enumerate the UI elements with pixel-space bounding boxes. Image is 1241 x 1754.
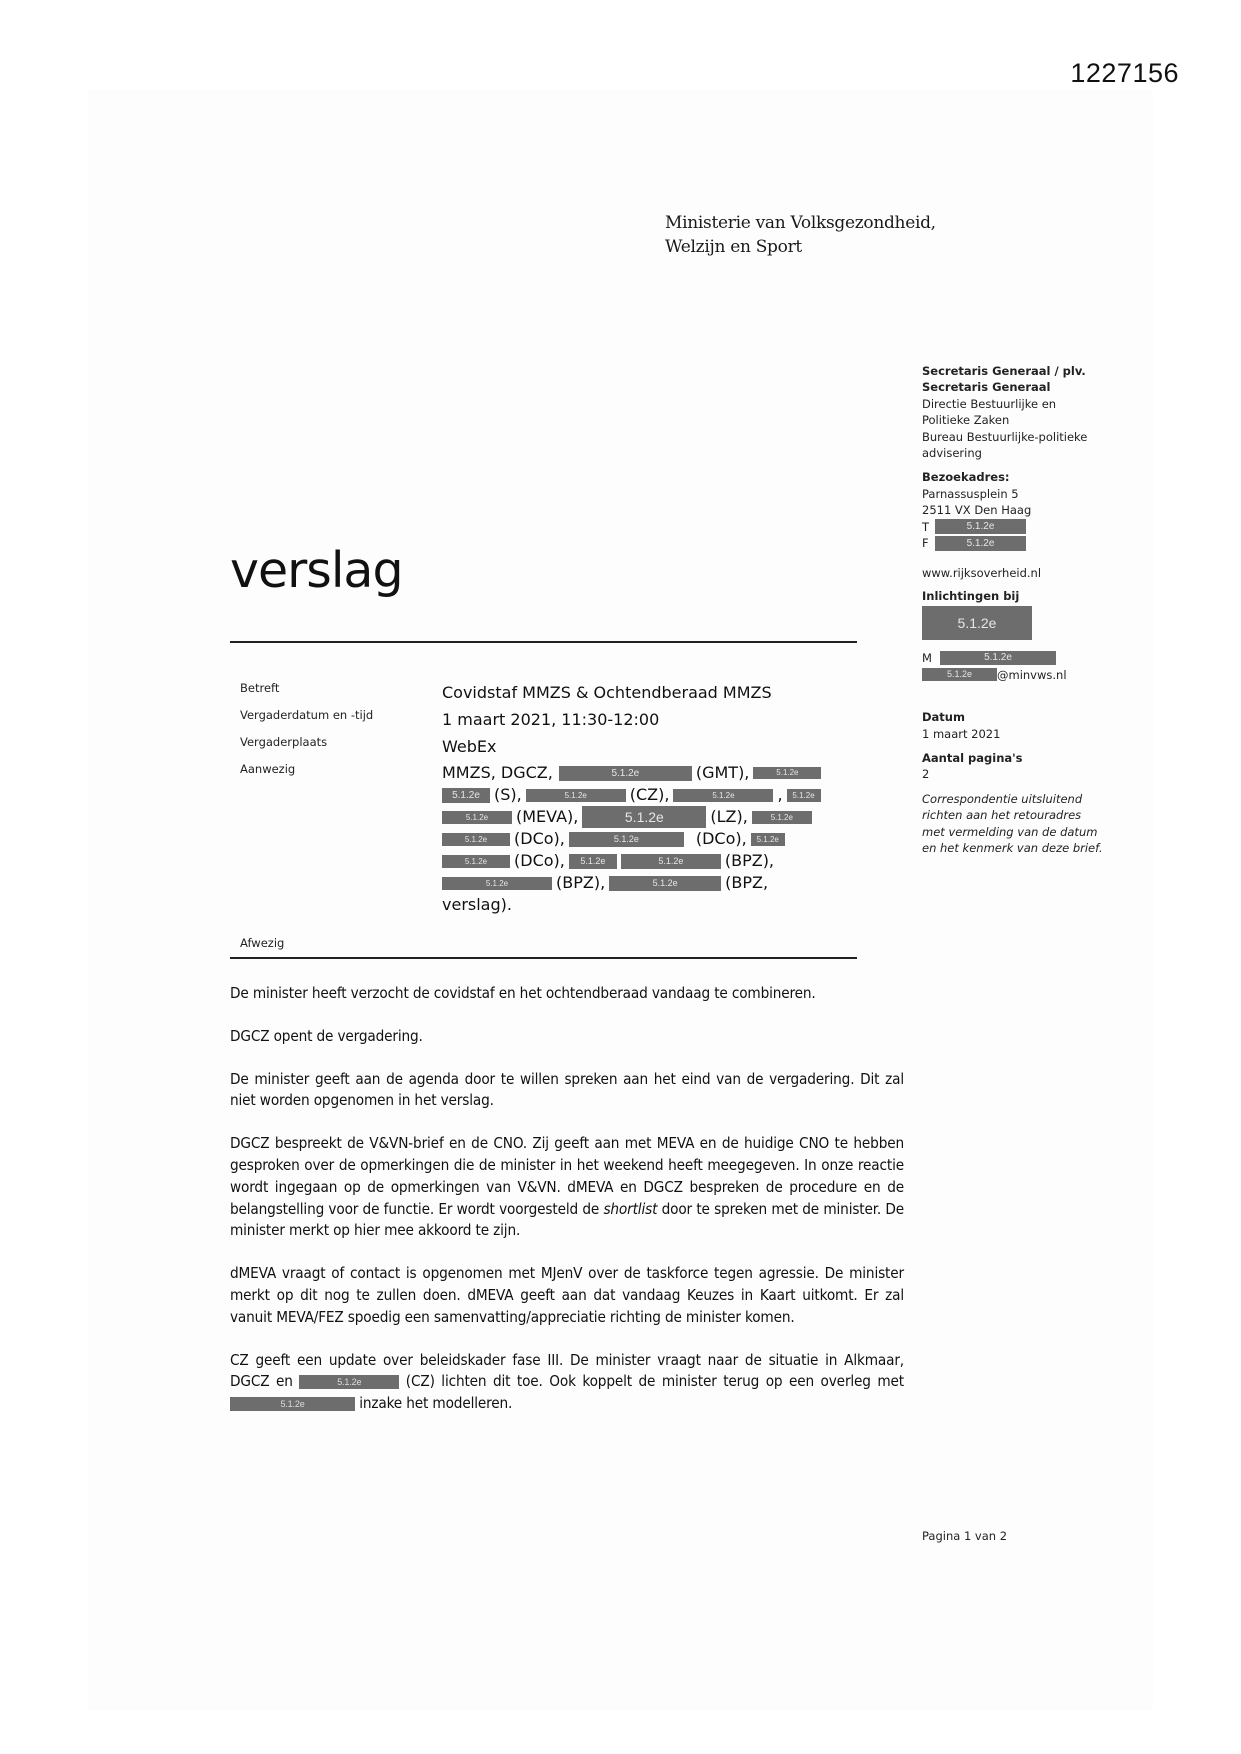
label-location: Vergaderplaats: [240, 735, 328, 749]
ministry-logo-text: [665, 211, 936, 259]
meta-values: [442, 679, 872, 916]
correspondence-note: Correspondentie uitsluitend richten aan het retouradres met vermelding van de datum en het kenmerk van deze brief.: [922, 791, 1103, 855]
fax-row: [922, 535, 1122, 551]
paragraph-text: (CZ) lichten dit toe. Ook koppelt de minister terug op een overleg met: [399, 1372, 904, 1391]
attendee-text: (GMT),: [695, 763, 750, 782]
label-absent: Afwezig: [240, 936, 285, 950]
datetime-value: 1 maart 2021, 11:30-12:00: [442, 710, 660, 729]
attendee-text: (DCo),: [514, 851, 565, 870]
redaction-block: 5.1.2e: [582, 806, 706, 828]
location-value: WebEx: [442, 737, 497, 756]
attendee-text: verslag).: [442, 895, 512, 914]
attendees: [442, 762, 872, 916]
mobile-label: M: [922, 651, 932, 666]
ministry-line-1: Ministerie van Volksgezondheid,: [665, 213, 936, 233]
redaction-block: 5.1.2e: [922, 606, 1032, 640]
attendee-text: ,: [777, 785, 783, 804]
redaction-block: 5.1.2e: [752, 811, 812, 824]
email-row: [922, 667, 1122, 683]
redaction-block: 5.1.2e: [673, 789, 773, 802]
paragraph: dMEVA vraagt of contact is opgenomen met MJenV over de taskforce tegen agressie. De minister merkt op dit nog te zullen doen. dMEVA geeft aan dat vandaag Keuzes in Kaart uitkomt. Er zal vanuit MEVA/FEZ spoedig een samenvatting/appreciatie richting de minister komen.: [230, 1264, 904, 1326]
visit-street: Parnassusplein 5: [922, 486, 1019, 501]
attendee-text: (BPZ),: [724, 851, 775, 870]
attendee-text: (MEVA),: [516, 807, 579, 826]
department-line: advisering: [922, 446, 982, 461]
redaction-block: 5.1.2e: [442, 788, 490, 803]
mobile-row: [922, 650, 1122, 666]
redaction-block: 5.1.2e: [935, 519, 1026, 534]
redaction-block: 5.1.2e: [787, 789, 821, 802]
date-value: 1 maart 2021: [922, 726, 1001, 741]
visit-city: 2511 VX Den Haag: [922, 503, 1032, 518]
subject-value: Covidstaf MMZS & Ochtendberaad MMZS: [442, 683, 772, 702]
redaction-block: 5.1.2e: [442, 811, 512, 824]
email-suffix: @minvws.nl: [997, 667, 1067, 682]
page-number: Pagina 1 van 2: [922, 1529, 1008, 1543]
attendee-text: (BPZ,: [725, 873, 769, 892]
minutes-body: [230, 983, 904, 1436]
label-subject: Betreft: [240, 681, 280, 695]
pages-heading: Aantal pagina's: [922, 750, 1023, 765]
paragraph: DGCZ opent de vergadering.: [230, 1026, 423, 1045]
redaction-block: 5.1.2e: [621, 854, 721, 869]
redaction-block: 5.1.2e: [922, 668, 997, 681]
date-heading: Datum: [922, 710, 965, 725]
paragraph: [230, 1350, 904, 1415]
divider-bottom: [230, 957, 857, 959]
redaction-block: 5.1.2e: [609, 876, 721, 891]
redaction-block: 5.1.2e: [526, 789, 626, 802]
attendee-text: MMZS, DGCZ,: [442, 763, 553, 782]
paragraph-text: door te spreken met de minister. De minister merkt op hier mee akkoord te zijn.: [230, 1199, 904, 1240]
attendee-text: (LZ),: [710, 807, 748, 826]
attendee-text: (BPZ),: [556, 873, 606, 892]
emphasis-shortlist: shortlist: [603, 1199, 658, 1218]
divider-top: [230, 641, 857, 643]
attendee-text: (DCo),: [514, 829, 565, 848]
paragraph: [230, 1133, 904, 1242]
redaction-block: 5.1.2e: [569, 854, 617, 869]
paragraph: De minister heeft verzocht de covidstaf en het ochtendberaad vandaag te combineren.: [230, 984, 816, 1002]
redaction-block: 5.1.2e: [751, 833, 785, 846]
department-title: Secretaris Generaal / plv.: [922, 364, 1086, 378]
redaction-block: 5.1.2e: [299, 1375, 399, 1389]
redaction-block: 5.1.2e: [442, 877, 552, 890]
redaction-block: 5.1.2e: [559, 766, 692, 781]
redaction-block: 5.1.2e: [442, 833, 510, 846]
label-datetime: Vergaderdatum en -tijd: [240, 708, 374, 722]
redaction-block: 5.1.2e: [442, 855, 510, 868]
phone-label: T: [922, 519, 930, 534]
phone-row: [922, 519, 1122, 535]
fax-label: F: [922, 536, 929, 551]
paragraph: De minister geeft aan de agenda door te willen spreken aan het eind van de vergadering. Dit zal niet worden opgenomen in het verslag.: [230, 1069, 904, 1110]
department-line: Bureau Bestuurlijke-politieke: [922, 429, 1088, 444]
document-title: verslag: [230, 542, 403, 599]
meta-labels: [240, 681, 373, 963]
department-line: Directie Bestuurlijke en: [922, 396, 1057, 411]
paragraph-text: CZ geeft een update over beleidskader fase III. De minister vraagt naar de situatie in Alkmaar, DGCZ en: [230, 1350, 904, 1391]
ministry-line-2: Welzijn en Sport: [665, 237, 802, 257]
redaction-block: 5.1.2e: [569, 832, 684, 847]
department-line: Politieke Zaken: [922, 413, 1010, 428]
paragraph-text: inzake het modelleren.: [355, 1394, 513, 1413]
website-link[interactable]: www.rijksoverheid.nl: [922, 566, 1042, 581]
attendee-text: (S),: [494, 785, 522, 804]
department-subtitle: Secretaris Generaal: [922, 380, 1051, 395]
redaction-block: 5.1.2e: [940, 651, 1056, 665]
visit-address-heading: Bezoekadres:: [922, 470, 1010, 485]
sidebar-info: [922, 363, 1122, 856]
attendee-text: (CZ),: [629, 785, 670, 804]
redaction-block: 5.1.2e: [753, 767, 821, 779]
info-heading: Inlichtingen bij: [922, 588, 1020, 603]
redaction-block: 5.1.2e: [230, 1397, 355, 1411]
redaction-block: 5.1.2e: [935, 536, 1026, 551]
document-number: 1227156: [1070, 58, 1179, 88]
pages-value: 2: [922, 767, 930, 782]
attendee-text: (DCo),: [695, 829, 747, 848]
label-present: Aanwezig: [240, 762, 296, 776]
paragraph-text: DGCZ bespreekt de V&VN-brief en de CNO. Zij geeft aan met MEVA en de huidige CNO te hebben gesproken over de opmerkingen die de minister in het weekend heeft meegegeven. In onze reactie wordt ingegaan op de opmerkingen van V&VN. dMEVA en DGCZ bespreken de procedure en de belangstelling voor de functie. Er wordt voorgesteld de: [230, 1134, 904, 1218]
